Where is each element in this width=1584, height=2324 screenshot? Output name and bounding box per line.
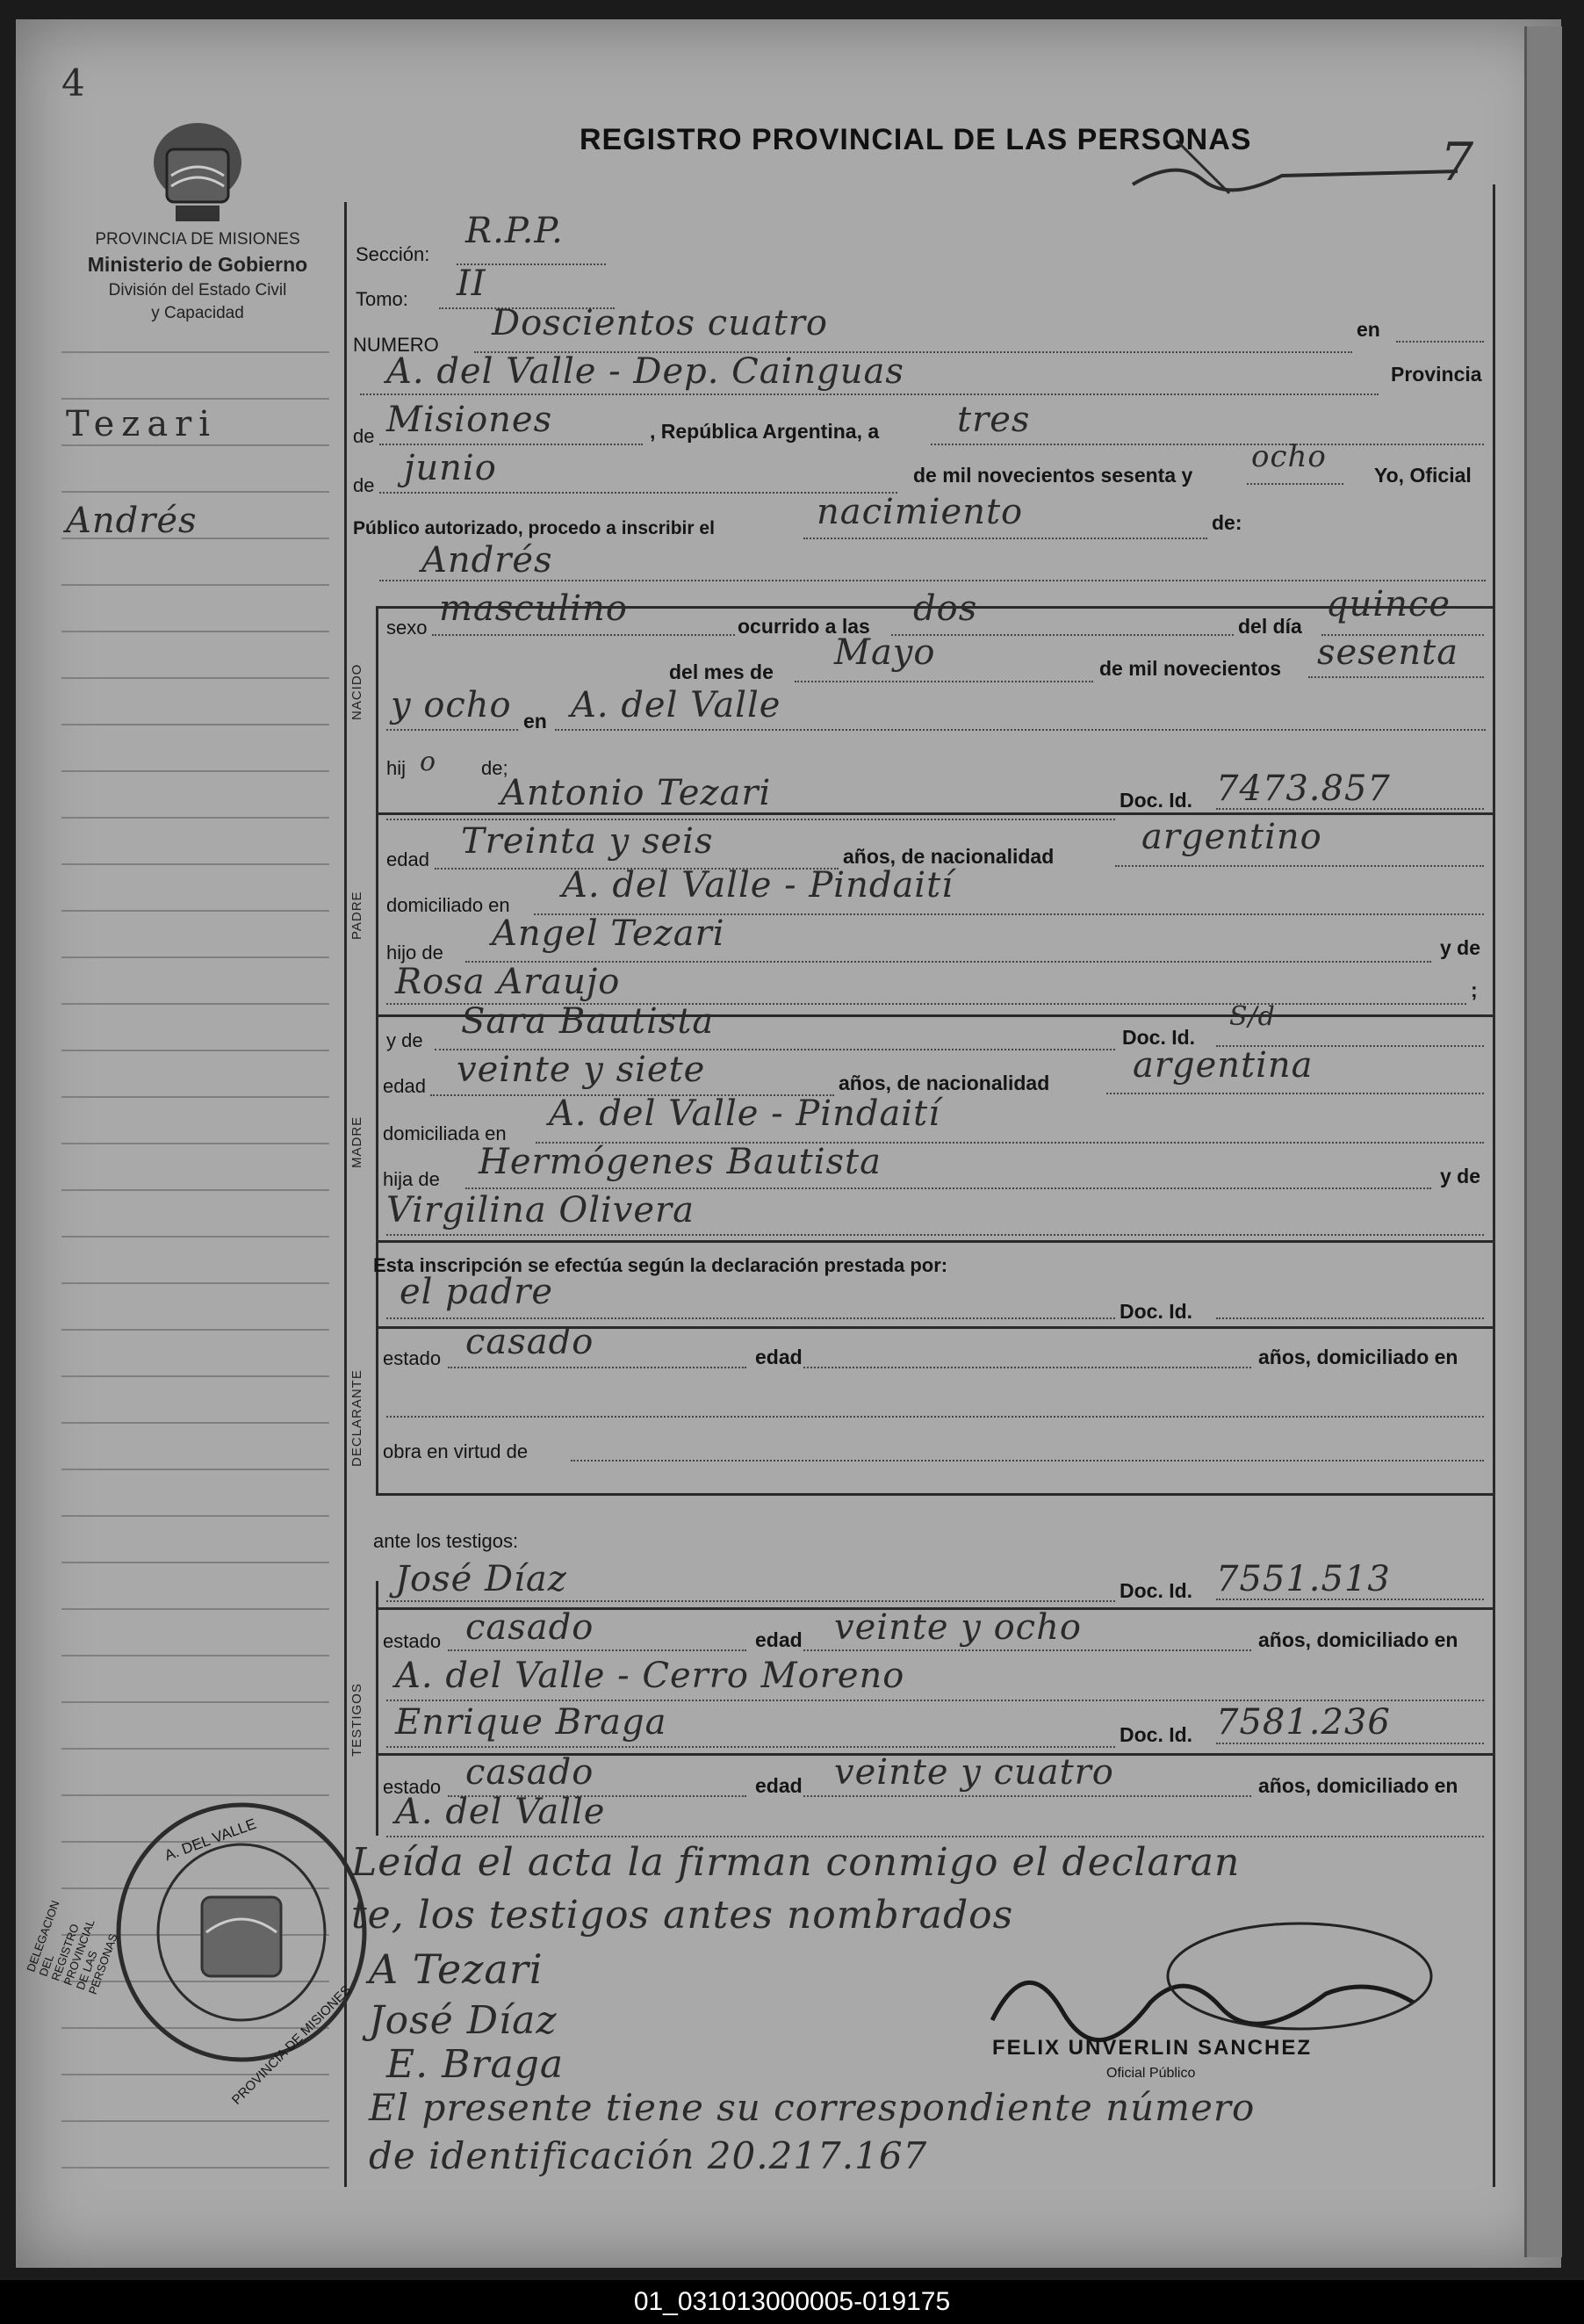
ocurrido-label: ocurrido a las <box>738 615 870 638</box>
birth-year-b-value: y ocho <box>391 685 512 725</box>
father-age-value: Treinta y seis <box>461 821 714 862</box>
witness2-doc-value: 7581.236 <box>1216 1702 1391 1743</box>
de2-label: de <box>353 474 375 496</box>
mother-doc-label: Doc. Id. <box>1122 1026 1196 1049</box>
seccion-value: R.P.P. <box>465 211 564 251</box>
de-semi-label: de; <box>481 757 508 779</box>
birth-place-value: A. del Valle <box>571 685 781 725</box>
en-birth-label: en <box>523 710 547 733</box>
signature-father: A Tezari <box>369 1945 544 1993</box>
margin-ruled-line <box>61 491 329 493</box>
declarant-value: el padre <box>400 1272 554 1312</box>
mother-age-value: veinte y siete <box>457 1050 706 1090</box>
mil-sesenta-label: de mil novecientos sesenta y <box>913 464 1193 487</box>
witness1-dom-label: años, domiciliado en <box>1258 1628 1458 1651</box>
ministry-heading: Ministerio de Gobierno <box>87 253 308 276</box>
closing-line2: te, los testigos antes nombrados <box>351 1893 1014 1938</box>
margin-ruled-line <box>61 1608 329 1610</box>
declarant-dom-label: años, domiciliado en <box>1258 1346 1458 1368</box>
margin-ruled-line <box>61 444 329 446</box>
seccion-label: Sección: <box>356 243 430 265</box>
numero-label: NUMERO <box>353 334 439 356</box>
father-doc-value: 7473.857 <box>1216 769 1391 809</box>
margin-surname: Tezari <box>66 404 218 444</box>
side-label-nacido: NACIDO <box>349 663 364 720</box>
mother-address-value: A. del Valle - Pindaití <box>549 1093 940 1134</box>
father-edad-label: edad <box>386 848 429 870</box>
id-note-line1: El presente tiene su correspondiente número <box>369 2086 1256 2129</box>
witness1-address-value: A. del Valle - Cerro Moreno <box>395 1656 905 1696</box>
father-name-value: Antonio Tezari <box>500 773 772 813</box>
witness2-address-value: A. del Valle <box>395 1792 606 1832</box>
day-value: tres <box>957 400 1031 440</box>
act-value: nacimiento <box>817 492 1024 532</box>
signature-witness2: E. Braga <box>386 2042 565 2087</box>
numero-value: Doscientos cuatro <box>492 303 828 343</box>
stamp-town: A. DEL VALLE <box>162 1815 259 1865</box>
margin-ruled-line <box>61 631 329 632</box>
declarant-section-rule <box>376 1309 378 1493</box>
inscripcion-top-rule <box>376 1240 1493 1243</box>
mother-hija-de-label: hija de <box>383 1168 440 1190</box>
del-dia-label: del día <box>1238 615 1302 638</box>
document-title: REGISTRO PROVINCIAL DE LAS PERSONAS <box>580 123 1252 156</box>
margin-ruled-line <box>61 1748 329 1750</box>
margin-ruled-line <box>61 1050 329 1051</box>
margin-ruled-line <box>61 817 329 819</box>
image-caption: 01_031013000005-019175 <box>633 2287 951 2316</box>
hijo-label: hij <box>386 757 407 779</box>
mil-nov-label: de mil novecientos <box>1099 657 1282 680</box>
tomo-label: Tomo: <box>356 288 408 310</box>
witness2-value: Enrique Braga <box>395 1702 667 1743</box>
id-note-line2: de identificación 20.217.167 <box>369 2134 928 2177</box>
birth-month-value: Mayo <box>834 632 936 673</box>
republica-label: , República Argentina, a <box>650 420 880 443</box>
father-mother-value: Rosa Araujo <box>395 962 621 1002</box>
testigos-top-rule <box>376 1493 1493 1496</box>
declarant-doc-label: Doc. Id. <box>1120 1300 1193 1323</box>
sexo-label: sexo <box>386 617 428 639</box>
margin-ruled-line <box>61 863 329 865</box>
page-number: 4 <box>61 61 86 105</box>
witness2-dom-label: años, domiciliado en <box>1258 1774 1458 1797</box>
margin-ruled-line <box>61 1655 329 1656</box>
margin-ruled-line <box>61 770 329 772</box>
de-colon-label: de: <box>1212 511 1242 534</box>
margin-ruled-line <box>61 724 329 725</box>
top-right-mark: 7 <box>1440 132 1475 193</box>
margin-ruled-line <box>61 1469 329 1470</box>
declarant-status-value: casado <box>465 1322 594 1362</box>
signature-witness1: José Díaz <box>369 1998 558 2043</box>
witness2-edad-label: edad <box>755 1774 803 1797</box>
margin-ruled-line <box>61 956 329 958</box>
division-heading: División del Estado Civil <box>108 281 287 300</box>
name-value: Andrés <box>421 540 553 581</box>
margin-ruled-line <box>61 677 329 679</box>
margin-given-name: Andrés <box>66 501 198 541</box>
margin-ruled-line <box>61 1375 329 1377</box>
witness2-doc-label: Doc. Id. <box>1120 1723 1193 1746</box>
stamp-province: PROVINCIA DE MISIONES <box>228 1982 355 2108</box>
hour-value: dos <box>913 588 978 629</box>
locality-value: A. del Valle - Dep. Cainguas <box>386 351 904 392</box>
header-scribble <box>1124 123 1475 202</box>
father-hijo-de-label: hijo de <box>386 942 443 964</box>
province-heading: PROVINCIA DE MISIONES <box>95 230 300 249</box>
witness2-status-value: casado <box>465 1752 594 1793</box>
margin-ruled-line <box>61 1143 329 1144</box>
side-label-declarante: DECLARANTE <box>349 1369 364 1467</box>
declarant-estado-label: estado <box>383 1347 442 1369</box>
ante-testigos-label: ante los testigos: <box>373 1530 519 1552</box>
witness1-estado-label: estado <box>383 1630 442 1652</box>
obra-label: obra en virtud de <box>383 1440 529 1462</box>
mother-doc-value: S/d <box>1229 1001 1276 1032</box>
mother-name-value: Sara Bautista <box>461 1001 715 1042</box>
witness1-value: José Díaz <box>395 1559 567 1599</box>
side-label-testigos: TESTIGOS <box>349 1683 364 1757</box>
margin-ruled-line <box>61 1701 329 1703</box>
mother-y-de-label: y de <box>386 1029 423 1051</box>
mother-edad-label: edad <box>383 1075 426 1097</box>
official-stamp <box>110 1801 373 2064</box>
declarant-edad-label: edad <box>755 1346 803 1368</box>
margin-ruled-line <box>61 2074 329 2075</box>
en-label: en <box>1357 318 1380 341</box>
side-label-padre: PADRE <box>349 891 364 940</box>
witness-section-rule <box>376 1581 378 1836</box>
month-value: junio <box>404 448 497 488</box>
del-mes-label: del mes de <box>669 660 774 683</box>
inscripcion-label: Esta inscripción se efectúa según la declaración prestada por: <box>373 1254 948 1276</box>
margin-ruled-line <box>61 351 329 353</box>
margin-ruled-line <box>61 2120 329 2122</box>
mother-nac-label: años, de nacionalidad <box>839 1072 1050 1094</box>
mother-nationality-value: argentina <box>1133 1045 1314 1086</box>
witness1-status-value: casado <box>465 1607 594 1648</box>
margin-ruled-line <box>61 1282 329 1284</box>
father-domicilio-label: domiciliado en <box>386 894 510 916</box>
publico-label: Público autorizado, procedo a inscribir el <box>353 518 715 538</box>
officer-printed-name: FELIX UNVERLIN SANCHEZ <box>992 2036 1313 2060</box>
stamp-outer-text: DELEGACION DEL REGISTRO PROVINCIAL DE LAS PERSONAS <box>24 1898 120 1996</box>
father-y-de-label: y de <box>1440 936 1481 959</box>
officer-signature-scribble <box>957 1915 1449 2090</box>
de-label: de <box>353 425 375 447</box>
margin-ruled-line <box>61 1096 329 1098</box>
margin-ruled-line <box>61 910 329 912</box>
father-father-value: Angel Tezari <box>492 913 725 954</box>
father-address-value: A. del Valle - Pindaití <box>562 865 954 906</box>
province-value: Misiones <box>386 400 553 440</box>
yo-oficial-label: Yo, Oficial <box>1374 464 1472 487</box>
hijo-suffix-value: o <box>420 747 437 777</box>
margin-ruled-line <box>61 398 329 400</box>
margin-ruled-line <box>61 1189 329 1191</box>
margin-ruled-line <box>61 1236 329 1238</box>
capacity-heading: y Capacidad <box>151 304 244 322</box>
margin-ruled-line <box>61 1562 329 1563</box>
margin-ruled-line <box>61 1515 329 1517</box>
birth-day-value: quince <box>1326 584 1451 624</box>
provincia-label: Provincia <box>1391 363 1482 386</box>
father-nac-label: años, de nacionalidad <box>843 845 1055 868</box>
witness1-doc-label: Doc. Id. <box>1120 1579 1193 1602</box>
padre-top-rule <box>376 812 1493 815</box>
officer-title: Oficial Público <box>1106 2066 1196 2081</box>
page-edge <box>1524 26 1562 2257</box>
witness1-doc-value: 7551.513 <box>1216 1559 1391 1599</box>
coat-of-arms-emblem <box>140 114 255 228</box>
father-nationality-value: argentino <box>1141 817 1322 857</box>
margin-ruled-line <box>61 2167 329 2169</box>
mother-domicilio-label: domiciliada en <box>383 1122 507 1144</box>
birth-year-a-value: sesenta <box>1317 632 1459 673</box>
father-doc-label: Doc. Id. <box>1120 789 1193 812</box>
margin-ruled-line <box>61 584 329 586</box>
closing-line1: Leída el acta la firman conmigo el declaran <box>351 1840 1241 1885</box>
witness1-age-value: veinte y ocho <box>834 1607 1082 1648</box>
side-label-madre: MADRE <box>349 1115 364 1168</box>
year-suffix-value: ocho <box>1251 439 1327 474</box>
mother-father-value: Hermógenes Bautista <box>479 1142 882 1182</box>
margin-ruled-line <box>61 1003 329 1005</box>
margin-ruled-line <box>61 1794 329 1796</box>
witness2-age-value: veinte y cuatro <box>834 1752 1114 1793</box>
margin-ruled-line <box>61 1329 329 1331</box>
tomo-value: II <box>457 263 486 304</box>
mother-y-de-label2: y de <box>1440 1165 1481 1187</box>
semicolon-label: ; <box>1471 978 1478 1001</box>
witness1-edad-label: edad <box>755 1628 803 1651</box>
frame-right-rule <box>1493 184 1495 2187</box>
witness2-estado-label: estado <box>383 1776 442 1798</box>
sex-value: masculino <box>439 588 628 629</box>
mother-mother-value: Virgilina Olivera <box>386 1190 695 1231</box>
margin-ruled-line <box>61 1422 329 1424</box>
